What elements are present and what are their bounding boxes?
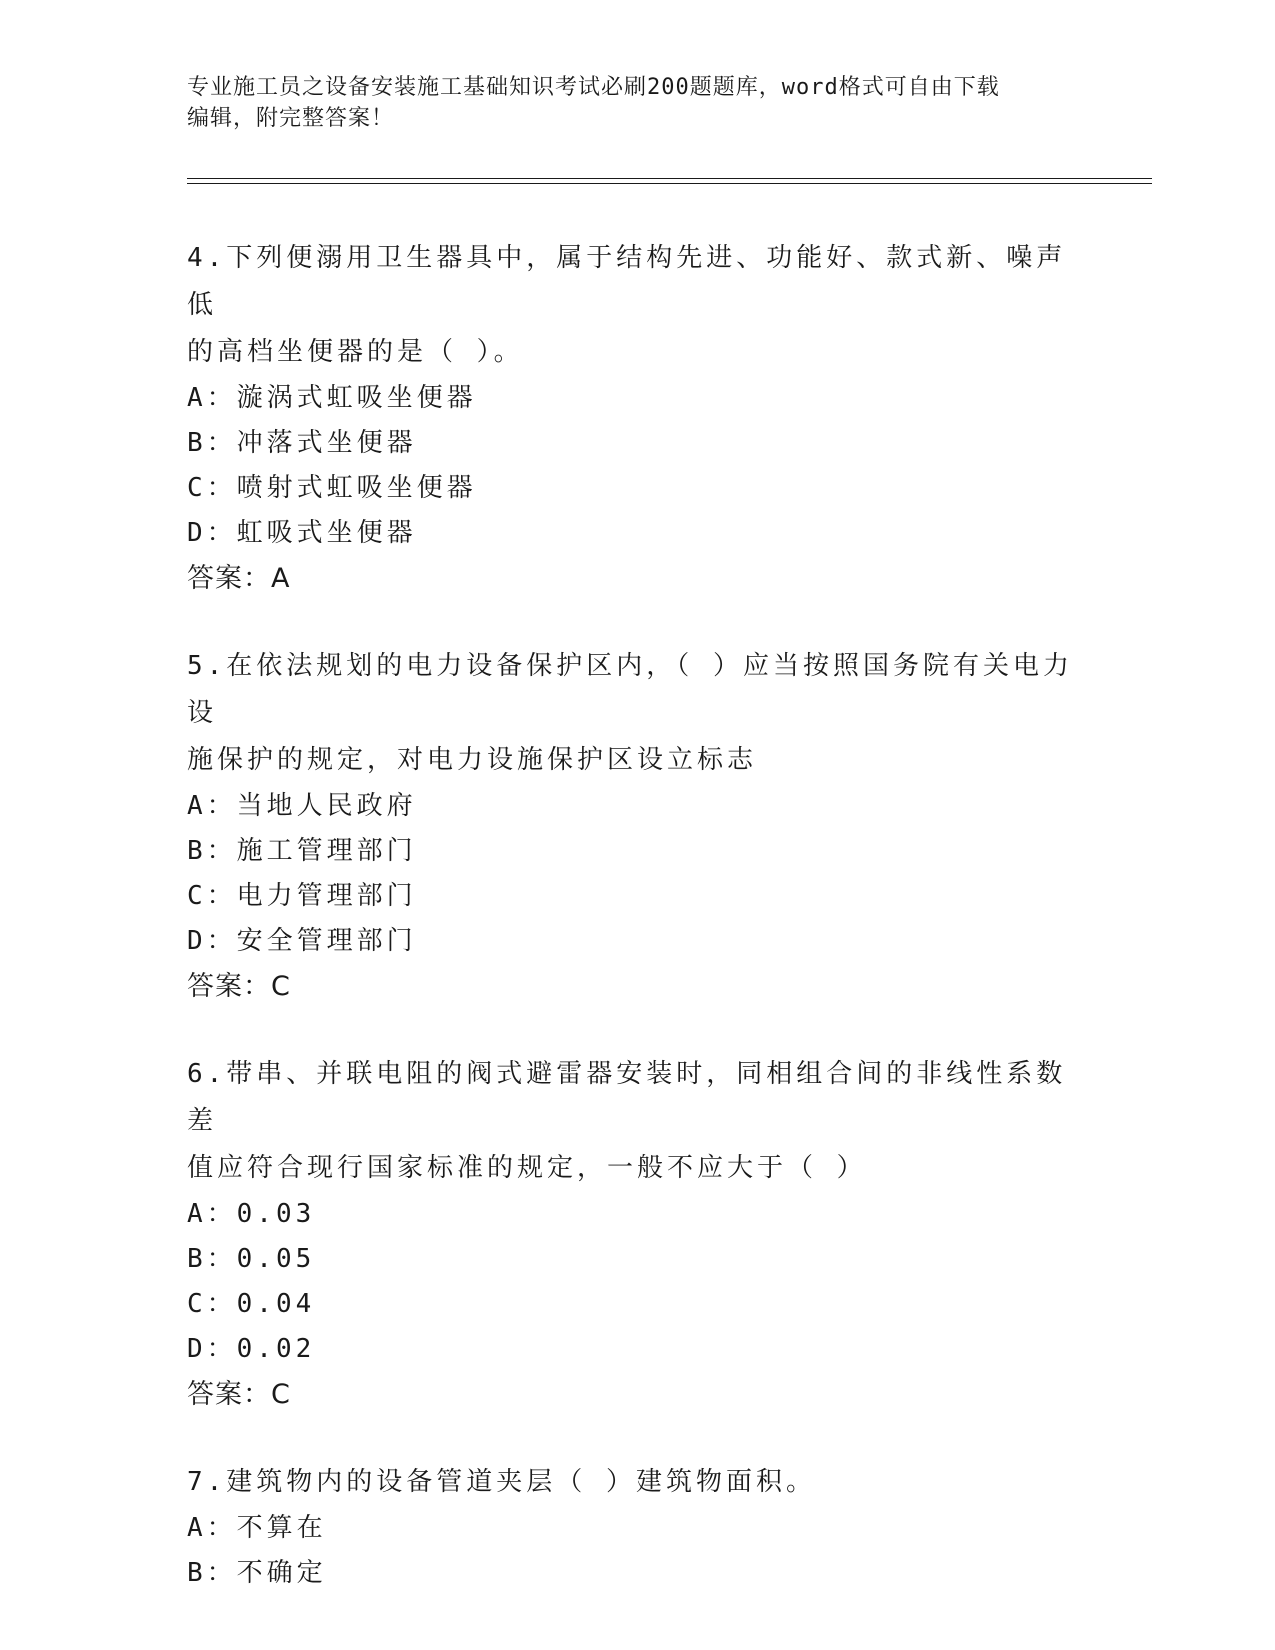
option-b: B：冲落式坐便器 [187, 428, 417, 458]
option-c: C：喷射式虹吸坐便器 [187, 473, 477, 503]
header-title-line-1: 专业施工员之设备安装施工基础知识考试必刷200题题库，word格式可自由下载 [187, 75, 1000, 100]
header-title-line-2: 编辑，附完整答案！ [187, 106, 395, 131]
question-5 [187, 643, 1087, 1009]
option-a: A：不算在 [187, 1513, 327, 1543]
option-d: D：安全管理部门 [187, 926, 417, 956]
question-stem: 6.带串、并联电阻的阀式避雷器安装时，同相组合间的非线性系数差 [187, 1059, 1067, 1136]
question-6 [187, 1051, 1087, 1417]
question-stem: 值应符合现行国家标准的规定，一般不应大于（ ） [187, 1153, 867, 1183]
option-d: D：虹吸式坐便器 [187, 518, 417, 548]
answer-line: 答案：C [187, 1379, 291, 1410]
question-stem: 施保护的规定，对电力设施保护区设立标志 [187, 745, 758, 775]
answer-line: 答案：C [187, 971, 291, 1002]
option-a: A：漩涡式虹吸坐便器 [187, 383, 477, 413]
question-stem: 5.在依法规划的电力设备保护区内，（ ）应当按照国务院有关电力设 [187, 651, 1073, 728]
question-4 [187, 235, 1087, 601]
option-a: A：0.03 [187, 1199, 316, 1229]
question-list [187, 235, 1087, 1638]
answer-line: 答案：A [187, 563, 291, 594]
question-stem: 的高档坐便器的是（ ）。 [187, 337, 524, 367]
option-c: C：电力管理部门 [187, 881, 417, 911]
option-b: B：0.05 [187, 1244, 316, 1274]
document-header [187, 72, 1087, 134]
header-double-rule [187, 178, 1152, 184]
option-b: B：施工管理部门 [187, 836, 417, 866]
option-c: C：0.04 [187, 1289, 316, 1319]
question-7 [187, 1459, 1087, 1596]
option-d: D：0.02 [187, 1334, 316, 1364]
option-a: A：当地人民政府 [187, 791, 417, 821]
option-b: B：不确定 [187, 1558, 327, 1588]
question-stem: 4.下列便溺用卫生器具中，属于结构先进、功能好、款式新、噪声低 [187, 243, 1067, 320]
question-stem: 7.建筑物内的设备管道夹层（ ）建筑物面积。 [187, 1467, 816, 1497]
